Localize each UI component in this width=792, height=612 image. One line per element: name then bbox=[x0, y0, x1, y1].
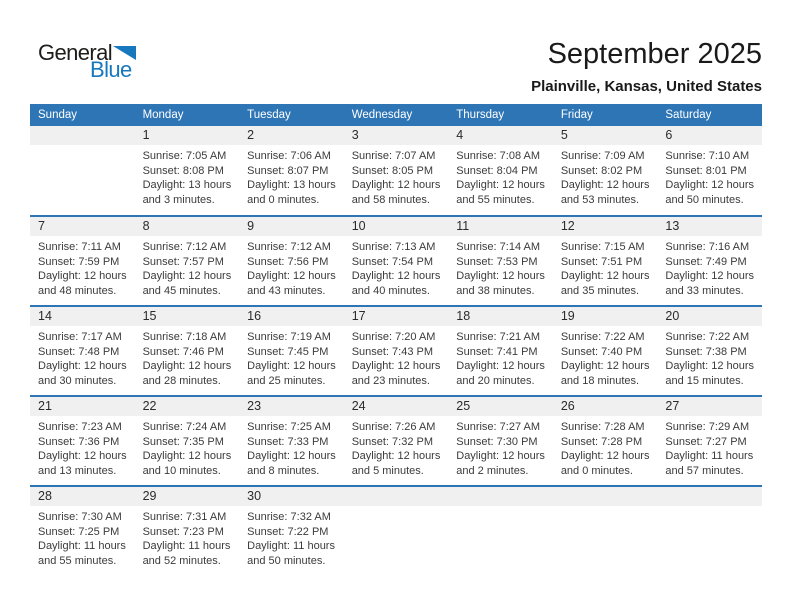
day-details bbox=[239, 416, 344, 478]
daylight-text bbox=[561, 510, 656, 525]
calendar-day-cell bbox=[135, 486, 240, 576]
day-number: 6 bbox=[657, 126, 762, 145]
day-number: 7 bbox=[30, 217, 135, 236]
day-number: 11 bbox=[448, 217, 553, 236]
daylight-text: Daylight: 12 hours and 50 minutes. bbox=[665, 179, 755, 206]
sunrise-text: Sunrise: 7:18 AM bbox=[142, 331, 227, 343]
day-number: 30 bbox=[239, 487, 344, 506]
sunrise-text: Sunrise: 7:17 AM bbox=[38, 331, 122, 343]
sunset-text: Sunset: 8:05 PM bbox=[351, 164, 434, 177]
day-details bbox=[239, 236, 344, 298]
day-details bbox=[657, 145, 762, 207]
calendar-day-cell bbox=[135, 126, 240, 216]
daylight-text bbox=[352, 510, 447, 525]
sunset-text: Sunset: 7:45 PM bbox=[247, 345, 329, 358]
calendar-day-cell bbox=[657, 126, 762, 216]
day-details bbox=[30, 236, 135, 298]
daylight-text: Daylight: 12 hours and 48 minutes. bbox=[38, 270, 127, 297]
day-details bbox=[30, 506, 135, 568]
calendar-week-row bbox=[30, 396, 762, 486]
daylight-text: Daylight: 13 hours and 0 minutes. bbox=[247, 179, 336, 206]
page-title: September 2025 bbox=[547, 38, 762, 70]
day-details bbox=[448, 506, 553, 525]
day-number: 14 bbox=[30, 307, 135, 326]
day-number: 4 bbox=[448, 126, 553, 145]
calendar-day-cell bbox=[30, 306, 135, 396]
day-number: 2 bbox=[239, 126, 344, 145]
weekday-header-friday: Friday bbox=[553, 104, 658, 126]
calendar-day-cell bbox=[553, 216, 658, 306]
sunrise-text: Sunrise: 7:05 AM bbox=[142, 150, 227, 162]
sunset-text: Sunset: 7:59 PM bbox=[38, 255, 120, 268]
sunrise-text: Sunrise: 7:25 AM bbox=[247, 421, 331, 433]
sunset-text: Sunset: 7:41 PM bbox=[456, 345, 538, 358]
daylight-text: Daylight: 12 hours and 30 minutes. bbox=[38, 360, 127, 387]
day-details bbox=[553, 236, 658, 298]
day-details bbox=[344, 236, 449, 298]
general-blue-logo bbox=[38, 42, 136, 80]
sunset-text: Sunset: 7:28 PM bbox=[560, 435, 643, 448]
daylight-text: Daylight: 11 hours and 57 minutes. bbox=[665, 450, 754, 477]
sunrise-text: Sunrise: 7:21 AM bbox=[456, 331, 541, 343]
calendar-body bbox=[30, 126, 762, 576]
calendar-day-cell bbox=[135, 306, 240, 396]
daylight-text: Daylight: 12 hours and 53 minutes. bbox=[560, 179, 650, 206]
calendar-day-cell bbox=[239, 486, 344, 576]
calendar-week-row bbox=[30, 306, 762, 396]
sunset-text: Sunset: 7:35 PM bbox=[142, 435, 224, 448]
day-number: 28 bbox=[30, 487, 135, 506]
day-details bbox=[344, 145, 449, 207]
sunrise-text: Sunrise: 7:26 AM bbox=[351, 421, 436, 433]
sunrise-text: Sunrise: 7:06 AM bbox=[247, 150, 331, 162]
daylight-text: Daylight: 12 hours and 8 minutes. bbox=[247, 450, 336, 477]
weekday-header-thursday: Thursday bbox=[448, 104, 553, 126]
day-details bbox=[553, 416, 658, 478]
daylight-text: Daylight: 12 hours and 33 minutes. bbox=[665, 270, 755, 297]
day-details bbox=[657, 236, 762, 298]
sunrise-text: Sunrise: 7:19 AM bbox=[247, 331, 331, 343]
day-details bbox=[344, 506, 449, 525]
calendar-day-cell bbox=[657, 216, 762, 306]
sunrise-text: Sunrise: 7:27 AM bbox=[456, 421, 541, 433]
daylight-text bbox=[38, 149, 133, 164]
calendar-day-cell bbox=[448, 216, 553, 306]
calendar-day-cell bbox=[448, 306, 553, 396]
sunset-text: Sunset: 7:32 PM bbox=[351, 435, 434, 448]
sunrise-text: Sunrise: 7:22 AM bbox=[560, 331, 645, 343]
sunrise-text: Sunrise: 7:30 AM bbox=[38, 511, 122, 523]
calendar-day-cell bbox=[448, 486, 553, 576]
day-number: 1 bbox=[135, 126, 240, 145]
weekday-header-row bbox=[30, 104, 762, 126]
day-details bbox=[30, 145, 135, 164]
daylight-text: Daylight: 12 hours and 25 minutes. bbox=[247, 360, 336, 387]
sunset-text: Sunset: 7:56 PM bbox=[247, 255, 329, 268]
day-details bbox=[135, 326, 240, 388]
calendar-day-cell bbox=[30, 216, 135, 306]
daylight-text bbox=[665, 510, 760, 525]
calendar-day-cell bbox=[553, 486, 658, 576]
day-number: 10 bbox=[344, 217, 449, 236]
daylight-text bbox=[456, 510, 551, 525]
day-details bbox=[344, 326, 449, 388]
sunset-text: Sunset: 7:27 PM bbox=[665, 435, 747, 448]
sunset-text: Sunset: 7:49 PM bbox=[665, 255, 747, 268]
sunset-text: Sunset: 8:01 PM bbox=[665, 164, 747, 177]
day-number bbox=[344, 487, 449, 506]
day-number: 5 bbox=[553, 126, 658, 145]
sunrise-text: Sunrise: 7:14 AM bbox=[456, 241, 541, 253]
page-subtitle: Plainville, Kansas, United States bbox=[531, 78, 762, 95]
calendar-day-cell bbox=[135, 396, 240, 486]
daylight-text: Daylight: 11 hours and 50 minutes. bbox=[247, 540, 335, 567]
daylight-text: Daylight: 12 hours and 28 minutes. bbox=[142, 360, 232, 387]
day-details bbox=[239, 326, 344, 388]
day-details bbox=[553, 506, 658, 525]
sunset-text: Sunset: 7:40 PM bbox=[560, 345, 643, 358]
day-details bbox=[657, 416, 762, 478]
day-number: 12 bbox=[553, 217, 658, 236]
day-number: 15 bbox=[135, 307, 240, 326]
daylight-text: Daylight: 12 hours and 38 minutes. bbox=[456, 270, 545, 297]
sunrise-text: Sunrise: 7:11 AM bbox=[38, 241, 121, 253]
day-number: 23 bbox=[239, 397, 344, 416]
daylight-text: Daylight: 12 hours and 5 minutes. bbox=[351, 450, 441, 477]
sunset-text: Sunset: 7:46 PM bbox=[142, 345, 224, 358]
sunrise-text: Sunrise: 7:22 AM bbox=[665, 331, 750, 343]
weekday-header-saturday: Saturday bbox=[657, 104, 762, 126]
daylight-text: Daylight: 11 hours and 52 minutes. bbox=[142, 540, 231, 567]
day-number: 19 bbox=[553, 307, 658, 326]
sunrise-text: Sunrise: 7:29 AM bbox=[665, 421, 750, 433]
calendar-day-cell bbox=[30, 126, 135, 216]
calendar-week-row bbox=[30, 126, 762, 216]
calendar-day-cell bbox=[448, 126, 553, 216]
day-details bbox=[553, 326, 658, 388]
sunset-text: Sunset: 7:54 PM bbox=[351, 255, 434, 268]
calendar-day-cell bbox=[135, 216, 240, 306]
daylight-text: Daylight: 11 hours and 55 minutes. bbox=[38, 540, 126, 567]
weekday-header-monday: Monday bbox=[135, 104, 240, 126]
sunrise-text: Sunrise: 7:23 AM bbox=[38, 421, 122, 433]
day-details bbox=[135, 506, 240, 568]
day-details bbox=[239, 506, 344, 568]
daylight-text: Daylight: 12 hours and 55 minutes. bbox=[456, 179, 545, 206]
daylight-text: Daylight: 12 hours and 40 minutes. bbox=[351, 270, 441, 297]
calendar-day-cell bbox=[30, 486, 135, 576]
day-details bbox=[448, 326, 553, 388]
daylight-text: Daylight: 12 hours and 35 minutes. bbox=[560, 270, 650, 297]
daylight-text: Daylight: 12 hours and 45 minutes. bbox=[142, 270, 232, 297]
sunset-text: Sunset: 7:36 PM bbox=[38, 435, 120, 448]
sunset-text: Sunset: 8:02 PM bbox=[560, 164, 643, 177]
daylight-text: Daylight: 13 hours and 3 minutes. bbox=[142, 179, 232, 206]
sunrise-text: Sunrise: 7:31 AM bbox=[142, 511, 227, 523]
calendar-week-row bbox=[30, 216, 762, 306]
daylight-text: Daylight: 12 hours and 23 minutes. bbox=[351, 360, 441, 387]
day-number: 9 bbox=[239, 217, 344, 236]
sunrise-text: Sunrise: 7:10 AM bbox=[665, 150, 750, 162]
day-number: 29 bbox=[135, 487, 240, 506]
day-details bbox=[30, 416, 135, 478]
sunrise-text: Sunrise: 7:20 AM bbox=[351, 331, 436, 343]
calendar-day-cell bbox=[448, 396, 553, 486]
weekday-header-sunday: Sunday bbox=[30, 104, 135, 126]
day-number: 8 bbox=[135, 217, 240, 236]
day-number: 3 bbox=[344, 126, 449, 145]
day-details bbox=[344, 416, 449, 478]
day-number: 17 bbox=[344, 307, 449, 326]
logo-text-general: General bbox=[38, 40, 113, 65]
day-details bbox=[30, 326, 135, 388]
sunrise-text: Sunrise: 7:28 AM bbox=[560, 421, 645, 433]
calendar-day-cell bbox=[344, 306, 449, 396]
calendar-day-cell bbox=[30, 396, 135, 486]
sunset-text: Sunset: 7:38 PM bbox=[665, 345, 747, 358]
day-number bbox=[30, 126, 135, 145]
sunset-text: Sunset: 8:07 PM bbox=[247, 164, 329, 177]
sunset-text: Sunset: 7:33 PM bbox=[247, 435, 329, 448]
weekday-header-tuesday: Tuesday bbox=[239, 104, 344, 126]
day-number: 24 bbox=[344, 397, 449, 416]
sunset-text: Sunset: 8:08 PM bbox=[142, 164, 224, 177]
day-details bbox=[448, 236, 553, 298]
day-number: 22 bbox=[135, 397, 240, 416]
sunrise-text: Sunrise: 7:09 AM bbox=[560, 150, 645, 162]
daylight-text: Daylight: 12 hours and 43 minutes. bbox=[247, 270, 336, 297]
day-number: 26 bbox=[553, 397, 658, 416]
calendar-table bbox=[30, 104, 762, 576]
day-details bbox=[135, 236, 240, 298]
sunset-text: Sunset: 7:51 PM bbox=[560, 255, 643, 268]
daylight-text: Daylight: 12 hours and 13 minutes. bbox=[38, 450, 127, 477]
daylight-text: Daylight: 12 hours and 58 minutes. bbox=[351, 179, 441, 206]
calendar-day-cell bbox=[239, 396, 344, 486]
day-details bbox=[448, 416, 553, 478]
sunrise-text: Sunrise: 7:24 AM bbox=[142, 421, 227, 433]
sunrise-text: Sunrise: 7:32 AM bbox=[247, 511, 331, 523]
sunset-text: Sunset: 7:57 PM bbox=[142, 255, 224, 268]
sunset-text: Sunset: 7:43 PM bbox=[351, 345, 434, 358]
sunset-text: Sunset: 7:48 PM bbox=[38, 345, 120, 358]
day-details bbox=[239, 145, 344, 207]
logo-text-blue: Blue bbox=[90, 57, 132, 82]
daylight-text: Daylight: 12 hours and 0 minutes. bbox=[560, 450, 650, 477]
calendar-day-cell bbox=[344, 486, 449, 576]
day-number: 27 bbox=[657, 397, 762, 416]
day-details bbox=[135, 145, 240, 207]
sunrise-text: Sunrise: 7:08 AM bbox=[456, 150, 541, 162]
sunset-text: Sunset: 8:04 PM bbox=[456, 164, 538, 177]
day-number: 20 bbox=[657, 307, 762, 326]
sunset-text: Sunset: 7:23 PM bbox=[142, 525, 224, 538]
calendar-day-cell bbox=[553, 396, 658, 486]
calendar-day-cell bbox=[344, 126, 449, 216]
weekday-header-wednesday: Wednesday bbox=[344, 104, 449, 126]
daylight-text: Daylight: 12 hours and 20 minutes. bbox=[456, 360, 545, 387]
calendar-day-cell bbox=[344, 216, 449, 306]
day-number: 18 bbox=[448, 307, 553, 326]
sunset-text: Sunset: 7:53 PM bbox=[456, 255, 538, 268]
calendar-header bbox=[30, 104, 762, 126]
day-number: 21 bbox=[30, 397, 135, 416]
day-number: 16 bbox=[239, 307, 344, 326]
calendar-day-cell bbox=[657, 396, 762, 486]
sunrise-text: Sunrise: 7:07 AM bbox=[351, 150, 436, 162]
sunset-text: Sunset: 7:25 PM bbox=[38, 525, 120, 538]
day-details bbox=[657, 506, 762, 525]
day-number: 13 bbox=[657, 217, 762, 236]
calendar-day-cell bbox=[553, 126, 658, 216]
calendar-day-cell bbox=[239, 126, 344, 216]
calendar-day-cell bbox=[239, 306, 344, 396]
day-number: 25 bbox=[448, 397, 553, 416]
sunset-text: Sunset: 7:22 PM bbox=[247, 525, 329, 538]
calendar-day-cell bbox=[344, 396, 449, 486]
day-number bbox=[448, 487, 553, 506]
sunrise-text: Sunrise: 7:13 AM bbox=[351, 241, 436, 253]
calendar-day-cell bbox=[657, 306, 762, 396]
day-number bbox=[657, 487, 762, 506]
sunrise-text: Sunrise: 7:15 AM bbox=[560, 241, 645, 253]
daylight-text: Daylight: 12 hours and 10 minutes. bbox=[142, 450, 232, 477]
sunrise-text: Sunrise: 7:12 AM bbox=[142, 241, 227, 253]
title-block bbox=[531, 38, 762, 95]
day-details bbox=[657, 326, 762, 388]
calendar-day-cell bbox=[239, 216, 344, 306]
day-number bbox=[553, 487, 658, 506]
day-details bbox=[448, 145, 553, 207]
day-details bbox=[135, 416, 240, 478]
sunrise-text: Sunrise: 7:16 AM bbox=[665, 241, 750, 253]
daylight-text: Daylight: 12 hours and 18 minutes. bbox=[560, 360, 650, 387]
daylight-text: Daylight: 12 hours and 2 minutes. bbox=[456, 450, 545, 477]
calendar-week-row bbox=[30, 486, 762, 576]
calendar-day-cell bbox=[553, 306, 658, 396]
sunset-text: Sunset: 7:30 PM bbox=[456, 435, 538, 448]
calendar-day-cell bbox=[657, 486, 762, 576]
daylight-text: Daylight: 12 hours and 15 minutes. bbox=[665, 360, 755, 387]
sunrise-text: Sunrise: 7:12 AM bbox=[247, 241, 331, 253]
day-details bbox=[553, 145, 658, 207]
